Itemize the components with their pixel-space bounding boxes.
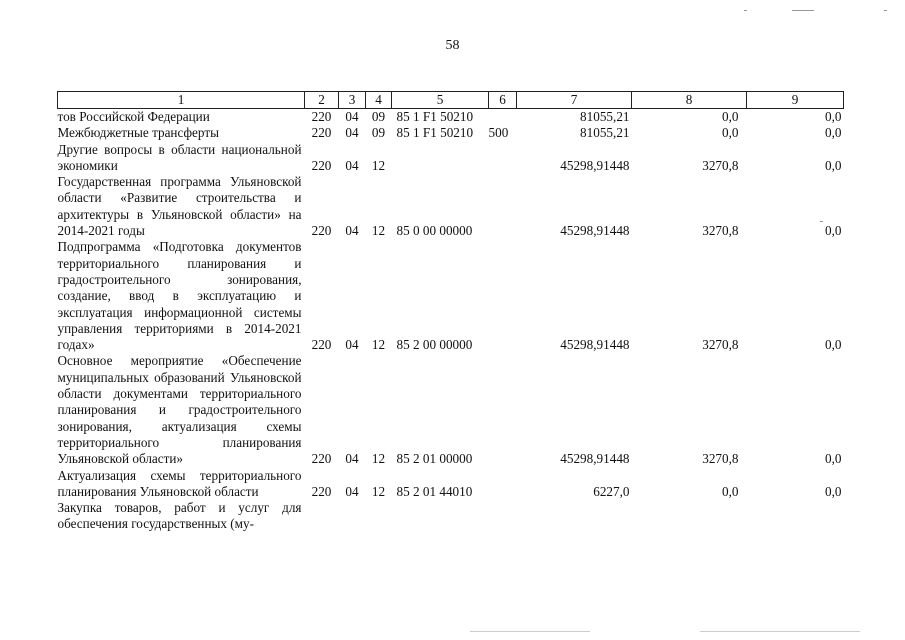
row-name: Подпрограмма «Подготовка документов территориального планирования и градостроительного зонирования, создание, ввод в эксплуатацию и эксплуатация информационной системы управления территориями в 2014-2021 годах»	[57, 239, 302, 353]
column-header-5: 5	[392, 92, 489, 109]
row-amount-7: 81055,21	[580, 109, 630, 124]
column-header-8: 8	[632, 92, 747, 109]
row-code-2: 220	[311, 125, 332, 141]
scan-speck	[792, 10, 814, 11]
row-amount-7	[517, 500, 632, 533]
row-name: Закупка товаров, работ и услуг для обеспечения государственных (му-	[57, 500, 302, 532]
row-code-5: 85 2 01 44010	[396, 483, 473, 499]
row-amount-8: 0,0	[722, 483, 739, 499]
row-code-4: 12	[371, 451, 386, 467]
table-row	[58, 500, 844, 533]
row-amount-8: 3270,8	[702, 223, 739, 239]
row-name: Актуализация схемы территориального планирования Ульяновской области	[57, 467, 302, 499]
table-row	[58, 239, 844, 353]
row-code-3: 04	[345, 337, 359, 353]
row-amount-9: 0,0	[825, 223, 842, 239]
row-code-4: 12	[371, 223, 386, 239]
row-amount-9: 0,0	[825, 125, 842, 141]
row-amount-7: 45298,91448	[560, 157, 630, 173]
column-header-6: 6	[489, 92, 517, 109]
row-code-3: 04	[345, 223, 359, 239]
table-row	[58, 174, 844, 239]
row-name: тов Российской Федерации	[57, 109, 210, 124]
scan-speck	[820, 221, 823, 222]
row-name: Межбюджетные трансферты	[57, 125, 219, 141]
table-row	[58, 468, 844, 501]
table-row	[58, 109, 844, 126]
row-code-2: 220	[311, 483, 332, 499]
table-row	[58, 353, 844, 467]
row-amount-9: 0,0	[825, 157, 842, 173]
row-code-5: 85 0 00 00000	[396, 223, 473, 239]
budget-table	[57, 91, 844, 533]
row-code-5: 85 1 F1 50210	[396, 109, 474, 124]
row-code-2	[305, 500, 339, 533]
row-amount-7: 45298,91448	[560, 223, 630, 239]
row-amount-9	[747, 500, 844, 533]
row-code-4: 12	[371, 337, 386, 353]
row-code-6	[489, 109, 517, 126]
header-row	[58, 92, 844, 109]
row-code-3: 04	[345, 125, 359, 141]
scan-speck	[744, 10, 747, 11]
table-row	[58, 125, 844, 141]
row-amount-8: 0,0	[722, 125, 739, 141]
scan-speck	[700, 631, 860, 632]
row-amount-7: 45298,91448	[560, 451, 630, 467]
row-code-6	[489, 239, 517, 353]
row-code-6	[489, 353, 517, 467]
row-amount-7: 6227,0	[593, 483, 630, 499]
row-amount-8: 3270,8	[702, 337, 739, 353]
row-amount-8: 3270,8	[702, 157, 739, 173]
row-code-2: 220	[311, 109, 332, 124]
row-amount-8: 0,0	[722, 109, 739, 124]
row-amount-9: 0,0	[825, 337, 842, 353]
row-code-3: 04	[345, 109, 359, 124]
row-code-3: 04	[345, 451, 359, 467]
row-code-3: 04	[345, 157, 359, 173]
row-amount-8: 3270,8	[702, 451, 739, 467]
row-amount-7: 81055,21	[580, 125, 630, 141]
row-name: Другие вопросы в области национальной экономики	[57, 141, 302, 173]
row-code-6	[489, 468, 517, 501]
row-amount-8	[632, 500, 747, 533]
row-amount-9: 0,0	[825, 451, 842, 467]
scan-speck	[470, 631, 590, 632]
row-code-5	[392, 500, 489, 533]
row-code-5: 85 1 F1 50210	[396, 125, 474, 141]
row-code-2: 220	[311, 223, 332, 239]
column-header-9: 9	[747, 92, 844, 109]
row-code-6	[489, 500, 517, 533]
column-header-3: 3	[339, 92, 366, 109]
row-amount-7: 45298,91448	[560, 337, 630, 353]
row-name: Основное мероприятие «Обеспечение муниципальных образований Ульяновской области документами территориального планирования и градостроительного зонирования, актуализация схемы территориального планирования Ульяновской области»	[57, 353, 302, 467]
table-row	[58, 142, 844, 175]
row-code-2: 220	[311, 337, 332, 353]
row-amount-9: 0,0	[825, 483, 842, 499]
row-code-4: 09	[371, 109, 386, 124]
row-code-5: 85 2 01 00000	[396, 451, 473, 467]
scan-speck	[884, 10, 887, 11]
row-code-5: 85 2 00 00000	[396, 337, 473, 353]
row-code-5	[392, 142, 489, 175]
column-header-1: 1	[58, 92, 305, 109]
row-code-6	[489, 174, 517, 239]
row-code-6	[489, 142, 517, 175]
row-code-2: 220	[311, 157, 332, 173]
row-code-6: 500	[488, 125, 509, 141]
row-code-3: 04	[345, 483, 359, 499]
row-code-4: 09	[371, 125, 386, 141]
row-code-4: 12	[371, 157, 386, 173]
column-header-2: 2	[305, 92, 339, 109]
row-amount-9: 0,0	[825, 109, 842, 124]
row-code-2: 220	[311, 451, 332, 467]
page-number: 58	[445, 38, 460, 53]
column-header-7: 7	[517, 92, 632, 109]
row-code-4: 12	[371, 483, 386, 499]
row-code-4	[366, 500, 392, 533]
row-name: Государственная программа Ульяновской области «Развитие строительства и архитектуры в Ульяновской области» на 2014-2021 годы	[57, 174, 302, 239]
row-code-3	[339, 500, 366, 533]
column-header-4: 4	[366, 92, 392, 109]
